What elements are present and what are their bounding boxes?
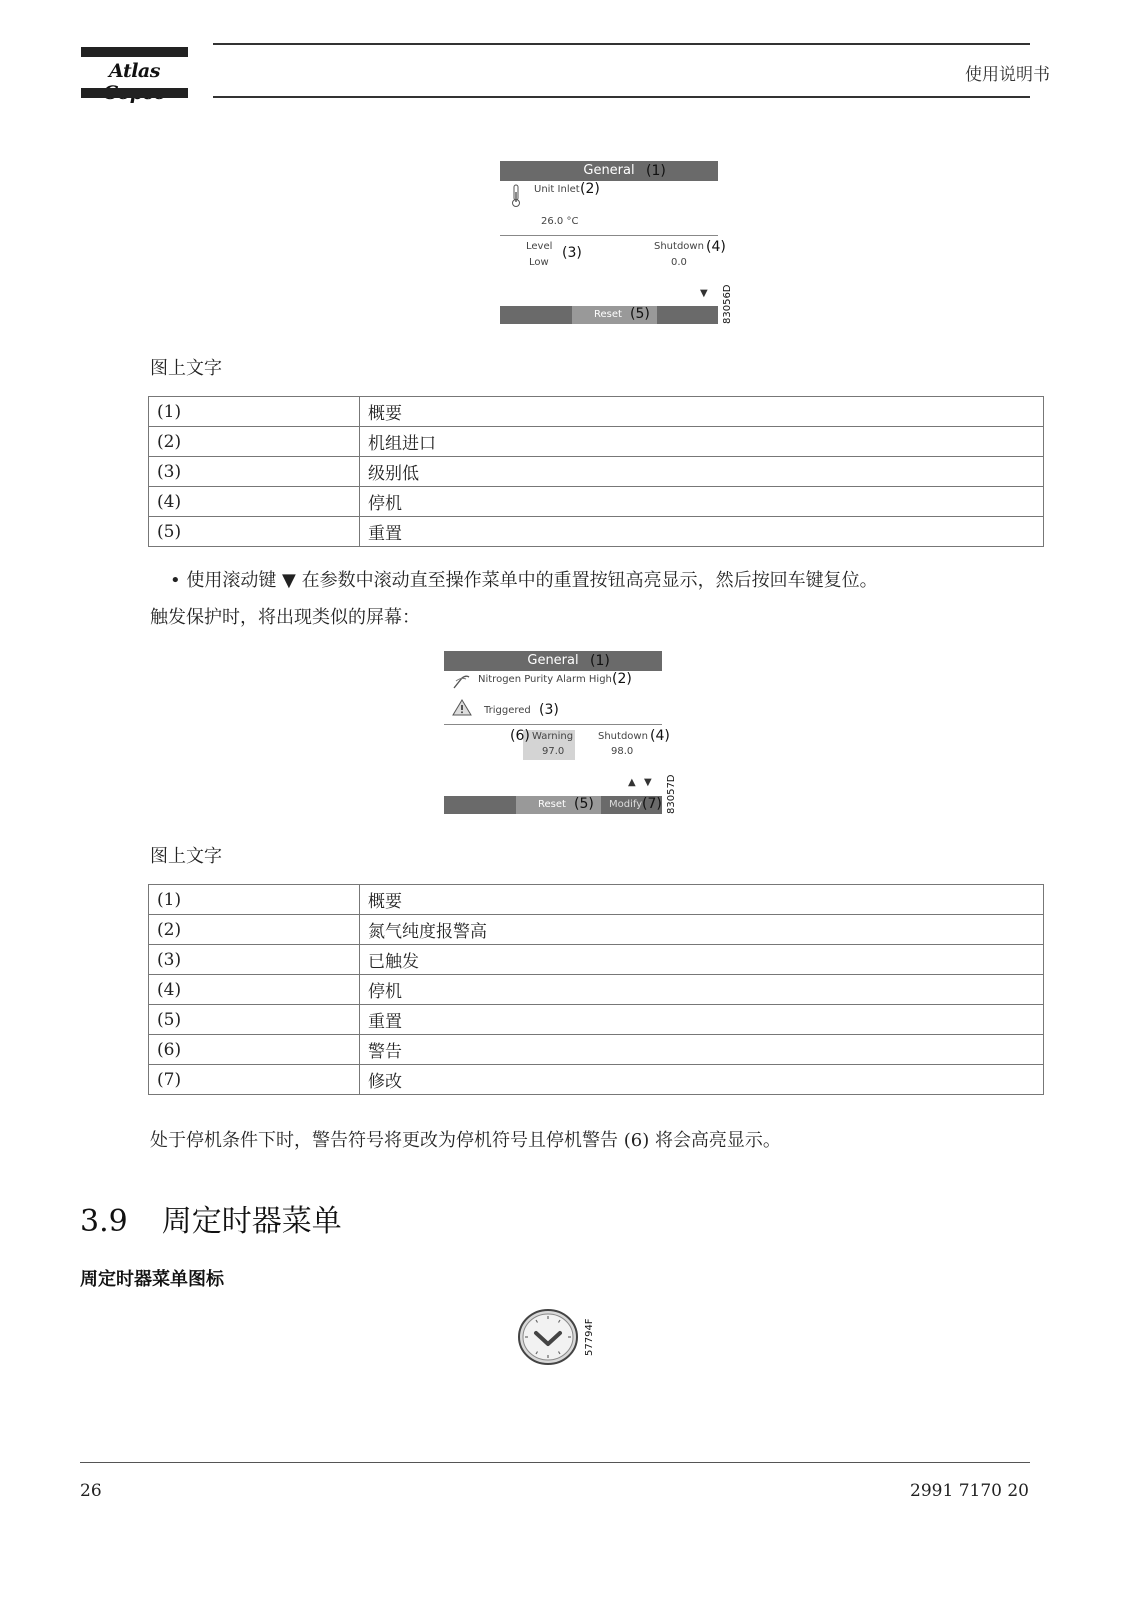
scroll-up-icon: ▲ <box>628 777 636 788</box>
subsection-heading: 周定时器菜单图标 <box>80 1269 224 1290</box>
header-rule-top <box>213 43 1030 45</box>
legend-value: 概要 <box>360 397 1044 427</box>
section-heading <box>80 1196 342 1240</box>
table-row <box>149 975 1044 1005</box>
legend-key: (6) <box>149 1035 360 1065</box>
table-row <box>149 1005 1044 1035</box>
legend-value: 机组进口 <box>360 427 1044 457</box>
alarm-name: Nitrogen Purity Alarm High <box>478 674 612 685</box>
modify-button: Modify <box>609 799 643 810</box>
callout-6: (6) <box>510 728 530 744</box>
section-number: 3.9 <box>80 1204 128 1239</box>
figure-code-3: 57794F <box>584 1318 595 1356</box>
document-number: 2991 7170 20 <box>910 1481 1029 1501</box>
temperature-value: 26.0 °C <box>541 216 579 227</box>
document-title: 使用说明书 <box>965 65 1050 85</box>
figure-code-2: 83057D <box>666 774 677 814</box>
table-row <box>149 457 1044 487</box>
shutdown-note: 处于停机条件下时，警告符号将更改为停机符号且停机警告 (6) 将会高亮显示。 <box>150 1130 781 1151</box>
callout-5: (5) <box>574 796 594 812</box>
screen-footer <box>500 306 718 324</box>
clock-icon <box>517 1308 579 1366</box>
legend-key: (5) <box>149 1005 360 1035</box>
legend-value: 重置 <box>360 1005 1044 1035</box>
table-row <box>149 915 1044 945</box>
legend-key: (1) <box>149 885 360 915</box>
unit-inlet-label: Unit Inlet <box>534 184 580 195</box>
callout-3: (3) <box>562 245 582 261</box>
legend-value: 级别低 <box>360 457 1044 487</box>
legend-value: 已触发 <box>360 945 1044 975</box>
controller-screen-alarm <box>444 651 670 814</box>
table-row <box>149 397 1044 427</box>
logo-bar-top <box>81 47 188 57</box>
shutdown-label: Shutdown <box>598 731 648 742</box>
screen-title-text: General <box>583 163 635 178</box>
screen-title-text: General <box>527 653 579 668</box>
screen-divider <box>500 235 718 236</box>
figure-caption-2: 图上文字 <box>150 846 222 867</box>
table-row <box>149 885 1044 915</box>
legend-value: 氮气纯度报警高 <box>360 915 1044 945</box>
legend-table-2 <box>148 884 1044 1095</box>
callout-7: (7) <box>642 796 662 812</box>
scroll-down-icon: ▼ <box>700 288 708 299</box>
section-title: 周定时器菜单 <box>161 1204 342 1239</box>
trigger-intro: 触发保护时，将出现类似的屏幕： <box>150 607 420 628</box>
legend-key: (3) <box>149 457 360 487</box>
legend-table-1 <box>148 396 1044 547</box>
controller-screen-general <box>500 161 726 324</box>
legend-key: (5) <box>149 517 360 547</box>
logo-bar-bottom <box>81 88 188 98</box>
legend-key: (2) <box>149 915 360 945</box>
figure-code-1: 83056D <box>722 284 733 324</box>
figure-caption-1: 图上文字 <box>150 358 222 379</box>
header-rule-bottom <box>213 96 1030 98</box>
callout-5: (5) <box>630 306 650 322</box>
table-row <box>149 945 1044 975</box>
legend-key: (3) <box>149 945 360 975</box>
screen-title <box>444 651 662 671</box>
shutdown-value: 98.0 <box>611 746 634 757</box>
reset-button: Reset <box>538 799 566 810</box>
legend-value: 警告 <box>360 1035 1044 1065</box>
legend-value: 停机 <box>360 487 1044 517</box>
footer-rule <box>80 1462 1030 1463</box>
company-logo: Atlas <box>109 60 160 82</box>
table-row <box>149 517 1044 547</box>
page-number: 26 <box>80 1481 102 1501</box>
legend-value: 重置 <box>360 517 1044 547</box>
callout-2: (2) <box>580 181 600 197</box>
legend-value: 概要 <box>360 885 1044 915</box>
level-label: Level <box>526 241 553 252</box>
warning-label: Warning <box>532 731 574 742</box>
legend-key: (4) <box>149 487 360 517</box>
warning-triangle-icon <box>452 699 472 716</box>
callout-3: (3) <box>539 702 559 718</box>
shutdown-label: Shutdown <box>654 241 704 252</box>
triggered-label: Triggered <box>484 705 531 716</box>
legend-key: (4) <box>149 975 360 1005</box>
legend-value: 修改 <box>360 1065 1044 1095</box>
table-row <box>149 487 1044 517</box>
purity-sensor-icon <box>452 674 472 690</box>
level-value: Low <box>529 257 549 268</box>
legend-key: (1) <box>149 397 360 427</box>
legend-value: 停机 <box>360 975 1044 1005</box>
table-row <box>149 427 1044 457</box>
reset-button: Reset <box>594 309 622 320</box>
legend-key: (2) <box>149 427 360 457</box>
screen-title <box>500 161 718 181</box>
screen-divider <box>444 724 662 725</box>
callout-4: (4) <box>650 728 670 744</box>
legend-key: (7) <box>149 1065 360 1095</box>
screen-footer <box>444 796 662 814</box>
table-row <box>149 1065 1044 1095</box>
table-row <box>149 1035 1044 1065</box>
callout-1: (1) <box>590 653 610 669</box>
callout-2: (2) <box>612 671 632 687</box>
bullet-instruction: • 使用滚动键 ▼ 在参数中滚动直至操作菜单中的重置按钮高亮显示，然后按回车键复位。 <box>170 570 878 591</box>
callout-4: (4) <box>706 239 726 255</box>
callout-1: (1) <box>646 163 666 179</box>
shutdown-value: 0.0 <box>671 257 687 268</box>
warning-value: 97.0 <box>542 746 565 757</box>
thermometer-icon <box>510 184 522 208</box>
scroll-down-icon: ▼ <box>644 777 652 788</box>
